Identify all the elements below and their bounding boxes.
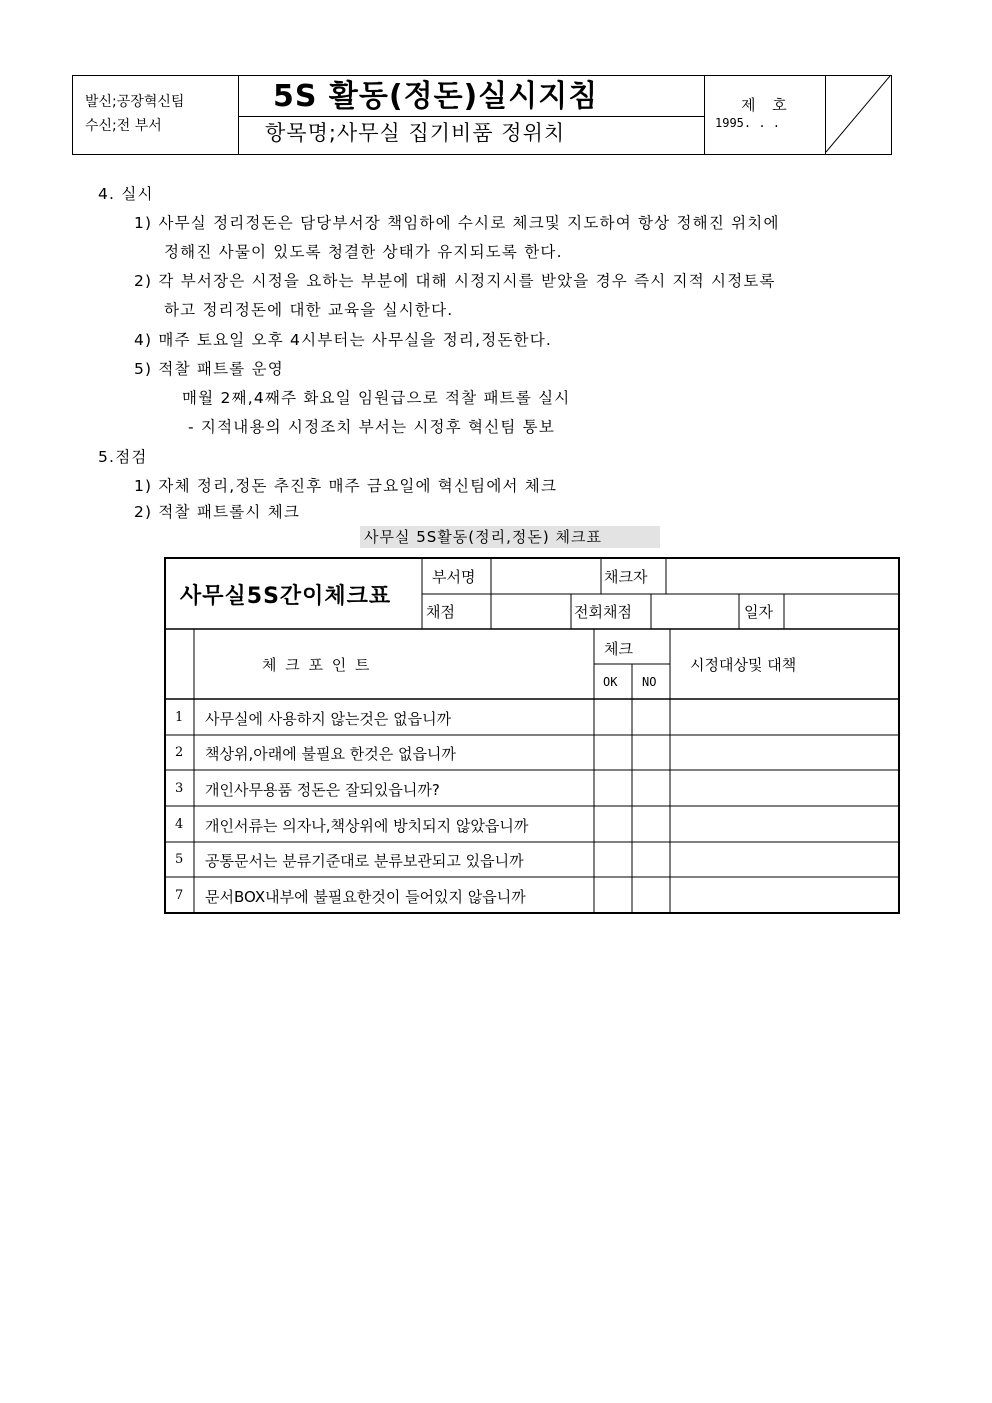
total-score-label: 전회채점 xyxy=(574,603,632,621)
document-subject: 항목명;사무실 집기비품 정위치 xyxy=(265,121,566,145)
section4-item-1-cont: 정해진 사물이 있도록 청결한 상태가 유지되도록 한다. xyxy=(164,243,563,261)
checker-label: 채크자 xyxy=(604,568,648,586)
diagonal-line-icon xyxy=(826,76,892,154)
sender-text: 발신;공장혁신팀 xyxy=(85,94,185,110)
approval-cell xyxy=(826,76,891,154)
no-header: NO xyxy=(642,675,657,689)
row-number: 4 xyxy=(175,817,184,832)
section4-item-4: 4) 매주 토요일 오후 4시부터는 사무실을 정리,정돈한다. xyxy=(134,331,553,349)
action-header: 시정대상및 대책 xyxy=(690,656,797,674)
checklist-table xyxy=(164,557,900,914)
row-number: 1 xyxy=(175,710,184,725)
title-cell xyxy=(239,76,705,154)
dept-label: 부서명 xyxy=(432,568,476,586)
checklist-caption: 사무실 5S활동(정리,정돈) 체크표 xyxy=(360,526,660,548)
row-check-point: 문서BOX내부에 불필요한것이 들어있지 않읍니까 xyxy=(205,888,526,906)
document-header xyxy=(72,75,892,155)
section4-heading: 4. 실시 xyxy=(98,185,154,203)
ok-header: OK xyxy=(603,675,618,689)
section4-item-1: 1) 사무실 정리정돈은 담당부서장 책임하에 수시로 체크및 지도하여 항상 정해진 위치에 xyxy=(134,214,780,232)
section4-item-5-note: - 지적내용의 시정조치 부서는 시정후 혁신팀 통보 xyxy=(188,418,556,436)
row-check-point: 사무실에 사용하지 않는것은 없읍니까 xyxy=(205,710,452,728)
number-cell xyxy=(705,76,826,154)
section4-item-5: 5) 적찰 패트롤 운영 xyxy=(134,360,284,378)
row-number: 2 xyxy=(175,745,184,760)
row-number: 5 xyxy=(175,852,184,867)
checklist-title: 사무실5S간이체크표 xyxy=(180,584,392,609)
date-label: 일자 xyxy=(744,603,773,621)
document-number-label: 제 호 xyxy=(741,96,793,114)
document-date: 1995. . . xyxy=(715,116,781,130)
section5-heading: 5.점검 xyxy=(98,448,148,466)
section5-item-2: 2) 적찰 패트롤시 체크 xyxy=(134,503,301,521)
document-title: 5S 활동(정돈)실시지침 xyxy=(239,76,704,117)
receiver-text: 수신;전 부서 xyxy=(85,118,162,134)
section4-item-2-cont: 하고 정리정돈에 대한 교육을 실시한다. xyxy=(164,301,454,319)
row-check-point: 개인사무용품 정돈은 잘되있읍니까? xyxy=(205,781,440,799)
row-check-point: 책상위,아래에 불필요 한것은 없읍니까 xyxy=(205,745,456,763)
check-header: 체크 xyxy=(604,640,633,658)
section5-item-1: 1) 자체 정리,정돈 추진후 매주 금요일에 혁신팀에서 체크 xyxy=(134,477,558,495)
row-number: 7 xyxy=(175,888,184,903)
check-point-header: 체 크 포 인 트 xyxy=(262,656,372,674)
sender-cell xyxy=(73,76,239,154)
score-label: 채점 xyxy=(426,603,455,621)
section4-item-5-detail: 매월 2째,4째주 화요일 임원급으로 적찰 패트롤 실시 xyxy=(182,389,571,407)
section4-item-2: 2) 각 부서장은 시정을 요하는 부분에 대해 시정지시를 받았을 경우 즉시 지적 시정토록 xyxy=(134,272,776,290)
row-number: 3 xyxy=(175,781,184,796)
row-check-point: 개인서류는 의자나,책상위에 방치되지 않았읍니까 xyxy=(205,817,529,835)
row-check-point: 공통문서는 분류기준대로 분류보관되고 있읍니까 xyxy=(205,852,524,870)
